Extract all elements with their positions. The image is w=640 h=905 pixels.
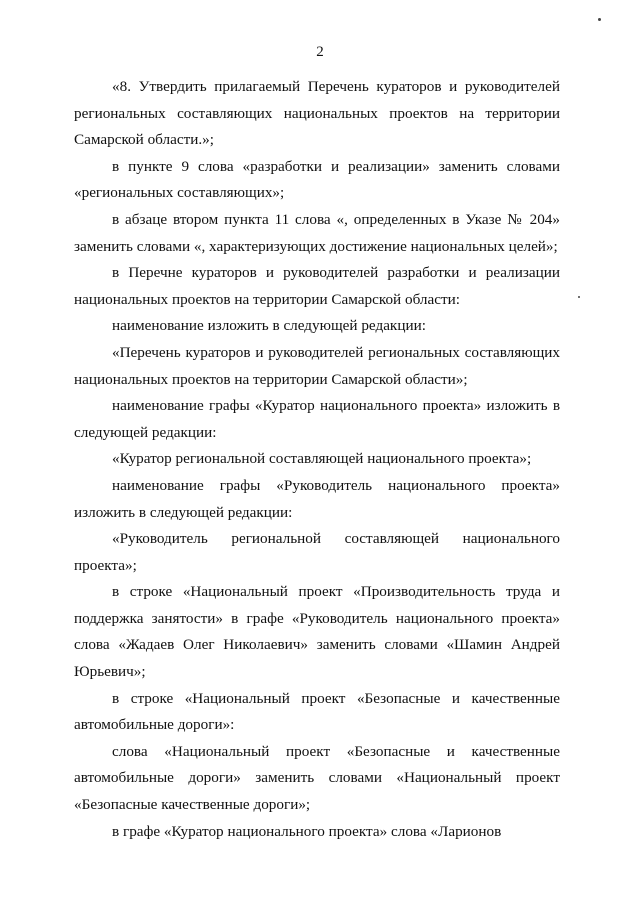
paragraph: в строке «Национальный проект «Производительность труда и поддержка занятости» в графе «Руководитель национального проекта» слова «Жадаев Олег Николаевич» заменить словами «Шамин Андрей Юрьевич»; [74,583,560,681]
page-number: 2 [316,44,324,60]
paragraph: наименование изложить в следующей редакции: [112,317,426,335]
paragraph: слова «Национальный проект «Безопасные и качественные автомобильные дороги» заменить словами «Национальный проект «Безопасные качественные дороги»; [74,742,560,814]
paragraph: в строке «Национальный проект «Безопасные и качественные автомобильные дороги»: [74,689,560,734]
paragraph: наименование графы «Куратор национального проекта» изложить в следующей редакции: [74,397,560,441]
paragraph: наименование графы «Руководитель национального проекта» изложить в следующей редакции: [74,476,560,521]
paragraph: в Перечне кураторов и руководителей разработки и реализации национальных проектов на территории Самарской области: [74,264,560,308]
document-body [74,74,560,845]
paragraph: в пункте 9 слова «разработки и реализации» заменить словами «региональных составляющих»; [74,157,560,202]
paragraph: «Перечень кураторов и руководителей региональных составляющих национальных проектов на территории Самарской области»; [74,343,560,388]
paragraph: «Руководитель региональной составляющей национального проекта»; [74,530,560,574]
paragraph: в графе «Куратор национального проекта» слова «Ларионов [112,822,502,840]
paragraph: «8. Утвердить прилагаемый Перечень кураторов и руководителей региональных составляющих национальных проектов на территории Самарской области.»; [74,78,560,149]
scan-speck [598,18,601,21]
scan-speck [578,296,580,298]
paragraph: в абзаце втором пункта 11 слова «, определенных в Указе № 204» заменить словами «, характеризующих достижение национальных целей»; [74,210,560,255]
paragraph: «Куратор региональной составляющей национального проекта»; [112,450,532,468]
